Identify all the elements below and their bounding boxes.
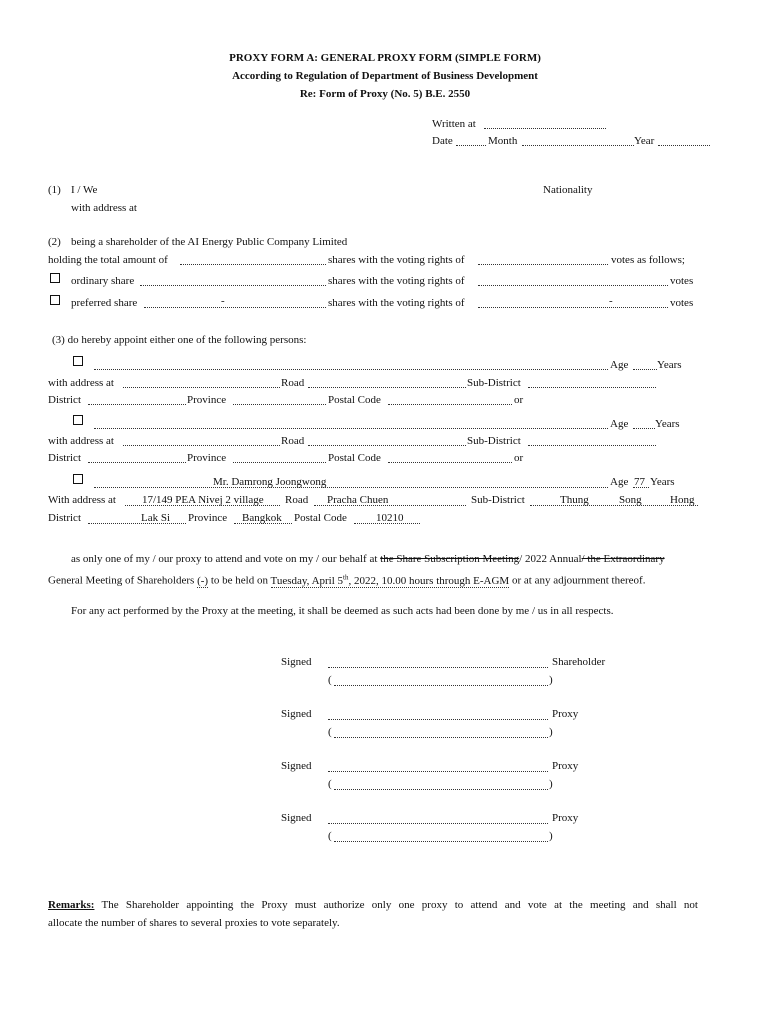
proxy1-province-label: Province <box>187 394 227 406</box>
form-title: PROXY FORM A: GENERAL PROXY FORM (SIMPLE FORM) <box>229 52 541 64</box>
section1-number: (1) <box>48 184 61 196</box>
proxy3-road-label: Road <box>285 494 309 506</box>
proxy1-road-field[interactable] <box>308 387 466 388</box>
proxy-role-1: Proxy <box>552 708 579 720</box>
total-votes-field[interactable] <box>478 264 608 265</box>
proxy2-subdistrict-label: Sub-District <box>467 435 521 447</box>
form-reference: Re: Form of Proxy (No. 5) B.E. 2550 <box>299 88 471 100</box>
remarks-line1 <box>48 899 698 912</box>
ordinary-voting-label: shares with the voting rights of <box>328 275 465 287</box>
proxy1-subdistrict-field[interactable] <box>528 387 656 388</box>
proxy2-road-field[interactable] <box>308 445 466 446</box>
struck-subscription-meeting: the Share Subscription Meeting <box>380 553 520 565</box>
meeting-date-suffix: th <box>343 573 349 581</box>
we-label: I / We <box>71 184 98 196</box>
total-shares-field[interactable] <box>180 264 326 265</box>
proxy2-postal-label: Postal Code <box>328 452 381 464</box>
proxy2-district-field[interactable] <box>88 462 186 463</box>
proxy3-district-label: District <box>48 512 81 524</box>
shareholder-name-field[interactable] <box>334 685 548 686</box>
written-at-label: Written at <box>432 118 476 130</box>
signed-label-4: Signed <box>281 812 312 824</box>
proxy2-address-label: with address at <box>48 435 114 447</box>
address-label: with address at <box>71 202 137 214</box>
nationality-label: Nationality <box>543 184 593 196</box>
meeting-number: (-) <box>197 574 209 587</box>
form-subtitle: According to Regulation of Department of Business Development <box>232 70 538 82</box>
year-label: Year <box>634 135 655 147</box>
proxy3-subdistrict-1: Thung <box>560 494 589 506</box>
proxy1-name-field[interactable] <box>94 369 608 370</box>
proxy3-address-label: With address at <box>48 494 116 506</box>
meeting-text-2: / 2022 Annual <box>519 553 582 565</box>
proxy-role-2: Proxy <box>552 760 579 772</box>
proxy1-age-label: Age <box>610 359 629 371</box>
proxy1-or: or <box>514 394 524 406</box>
close-paren-1: ) <box>549 674 553 686</box>
proxy3-province-label: Province <box>188 512 228 524</box>
proxy1-years-label: Years <box>657 359 682 371</box>
proxy3-district-field[interactable] <box>88 523 186 524</box>
preferred-votes-field[interactable] <box>478 307 668 308</box>
proxy2-age-field[interactable] <box>633 428 655 429</box>
proxy3-name: Mr. Damrong Joongwong <box>213 476 327 488</box>
proxy3-name-field[interactable] <box>94 487 608 488</box>
proxy2-district-label: District <box>48 452 81 464</box>
meeting-text-3: General Meeting of Shareholders <box>48 574 195 587</box>
proxy-signature-field-3[interactable] <box>328 823 548 824</box>
section3-intro: (3) do hereby appoint either one of the following persons: <box>52 334 307 346</box>
year-field[interactable] <box>658 145 710 146</box>
preferred-share-checkbox[interactable] <box>50 295 60 305</box>
meeting-statement-line2 <box>48 571 645 588</box>
close-paren-3: ) <box>549 778 553 790</box>
proxy-role-3: Proxy <box>552 812 579 824</box>
holding-label: holding the total amount of <box>48 254 168 266</box>
open-paren-2: ( <box>328 726 332 738</box>
ordinary-share-checkbox[interactable] <box>50 273 60 283</box>
open-paren-1: ( <box>328 674 332 686</box>
proxy-signature-field-1[interactable] <box>328 719 548 720</box>
section2-number: (2) <box>48 236 61 248</box>
proxy2-subdistrict-field[interactable] <box>528 445 656 446</box>
proxy2-address-field[interactable] <box>123 445 280 446</box>
proxy3-years-label: Years <box>650 476 675 488</box>
proxy1-postal-field[interactable] <box>388 404 512 405</box>
preferred-shares-value: - <box>221 295 225 307</box>
proxy2-age-label: Age <box>610 418 629 430</box>
proxy2-postal-field[interactable] <box>388 462 512 463</box>
date-label: Date <box>432 135 453 147</box>
proxy1-postal-label: Postal Code <box>328 394 381 406</box>
preferred-voting-label: shares with the voting rights of <box>328 297 465 309</box>
preferred-share-label: preferred share <box>71 297 138 309</box>
proxy3-age-label: Age <box>610 476 629 488</box>
struck-extraordinary: / the Extraordinary <box>581 553 665 565</box>
proxy1-address-label: with address at <box>48 377 114 389</box>
proxy1-district-field[interactable] <box>88 404 186 405</box>
remarks-label: Remarks: <box>48 899 95 911</box>
proxy-signature-field-2[interactable] <box>328 771 548 772</box>
meeting-statement <box>71 553 665 566</box>
proxy-name-field-3[interactable] <box>334 841 548 842</box>
signed-label-2: Signed <box>281 708 312 720</box>
meeting-text-1: as only one of my / our proxy to attend and vote on my / our behalf at <box>71 553 378 565</box>
meeting-text-4: to be held on <box>210 574 268 587</box>
proxy3-address: 17/149 PEA Nivej 2 village <box>142 494 264 506</box>
proxy1-district-label: District <box>48 394 81 406</box>
proxy1-road-label: Road <box>281 377 305 389</box>
proxy2-years-label: Years <box>655 418 680 430</box>
open-paren-3: ( <box>328 778 332 790</box>
written-at-field[interactable] <box>484 128 606 129</box>
meeting-date: Tuesday, April 5 <box>270 574 344 587</box>
proxy2-road-label: Road <box>281 435 305 447</box>
preferred-votes-label: votes <box>670 297 694 309</box>
proxy2-province-label: Province <box>187 452 227 464</box>
proxy3-age: 77 <box>634 476 645 488</box>
proxy3-postal: 10210 <box>376 512 404 524</box>
month-label: Month <box>488 135 518 147</box>
proxy2-province-field[interactable] <box>233 462 326 463</box>
proxy3-checkbox[interactable] <box>73 474 83 484</box>
proxy2-or: or <box>514 452 524 464</box>
proxy3-subdistrict-label: Sub-District <box>471 494 525 506</box>
proxy1-age-field[interactable] <box>633 369 657 370</box>
acts-statement: For any act performed by the Proxy at the meeting, it shall be deemed as such acts had been done by me / us in all respects. <box>71 605 614 617</box>
proxy3-road: Pracha Chuen <box>327 494 389 506</box>
remarks-text-2: allocate the number of shares to several proxies to vote separately. <box>48 917 340 929</box>
proxy3-subdistrict-2: Song <box>619 494 642 506</box>
proxy1-subdistrict-label: Sub-District <box>467 377 521 389</box>
ordinary-votes-label: votes <box>670 275 694 287</box>
month-field[interactable] <box>522 145 634 146</box>
proxy2-name-field[interactable] <box>94 428 608 429</box>
meeting-text-5: or at any adjournment thereof. <box>511 574 646 587</box>
close-paren-4: ) <box>549 830 553 842</box>
proxy1-address-field[interactable] <box>123 387 280 388</box>
remarks-text-1: The Shareholder appointing the Proxy must authorize only one proxy to attend and vote at the meeting and shall not <box>101 899 698 911</box>
shareholder-signature-field[interactable] <box>328 667 548 668</box>
shareholder-role: Shareholder <box>552 656 606 668</box>
proxy3-district: Lak Si <box>141 512 171 524</box>
voting-rights-label: shares with the voting rights of <box>328 254 465 266</box>
proxy1-province-field[interactable] <box>233 404 326 405</box>
signed-label-3: Signed <box>281 760 312 772</box>
proxy-name-field-2[interactable] <box>334 789 548 790</box>
proxy1-checkbox[interactable] <box>73 356 83 366</box>
shareholder-statement: being a shareholder of the AI Energy Public Company Limited <box>71 236 348 248</box>
proxy2-checkbox[interactable] <box>73 415 83 425</box>
preferred-shares-field[interactable] <box>144 307 326 308</box>
open-paren-4: ( <box>328 830 332 842</box>
proxy3-subdistrict-3: Hong <box>670 494 695 506</box>
meeting-datetime <box>271 575 510 588</box>
ordinary-shares-field[interactable] <box>140 285 326 286</box>
meeting-time-channel: , 2022, 10.00 hours through E-AGM <box>348 574 510 587</box>
proxy-name-field-1[interactable] <box>334 737 548 738</box>
proxy3-postal-label: Postal Code <box>294 512 347 524</box>
votes-follows-label: votes as follows; <box>611 254 685 266</box>
preferred-votes-value: - <box>609 295 613 307</box>
signed-label-1: Signed <box>281 656 312 668</box>
proxy3-province: Bangkok <box>242 512 282 524</box>
close-paren-2: ) <box>549 726 553 738</box>
date-field[interactable] <box>456 145 486 146</box>
ordinary-share-label: ordinary share <box>71 275 135 287</box>
ordinary-votes-field[interactable] <box>478 285 668 286</box>
